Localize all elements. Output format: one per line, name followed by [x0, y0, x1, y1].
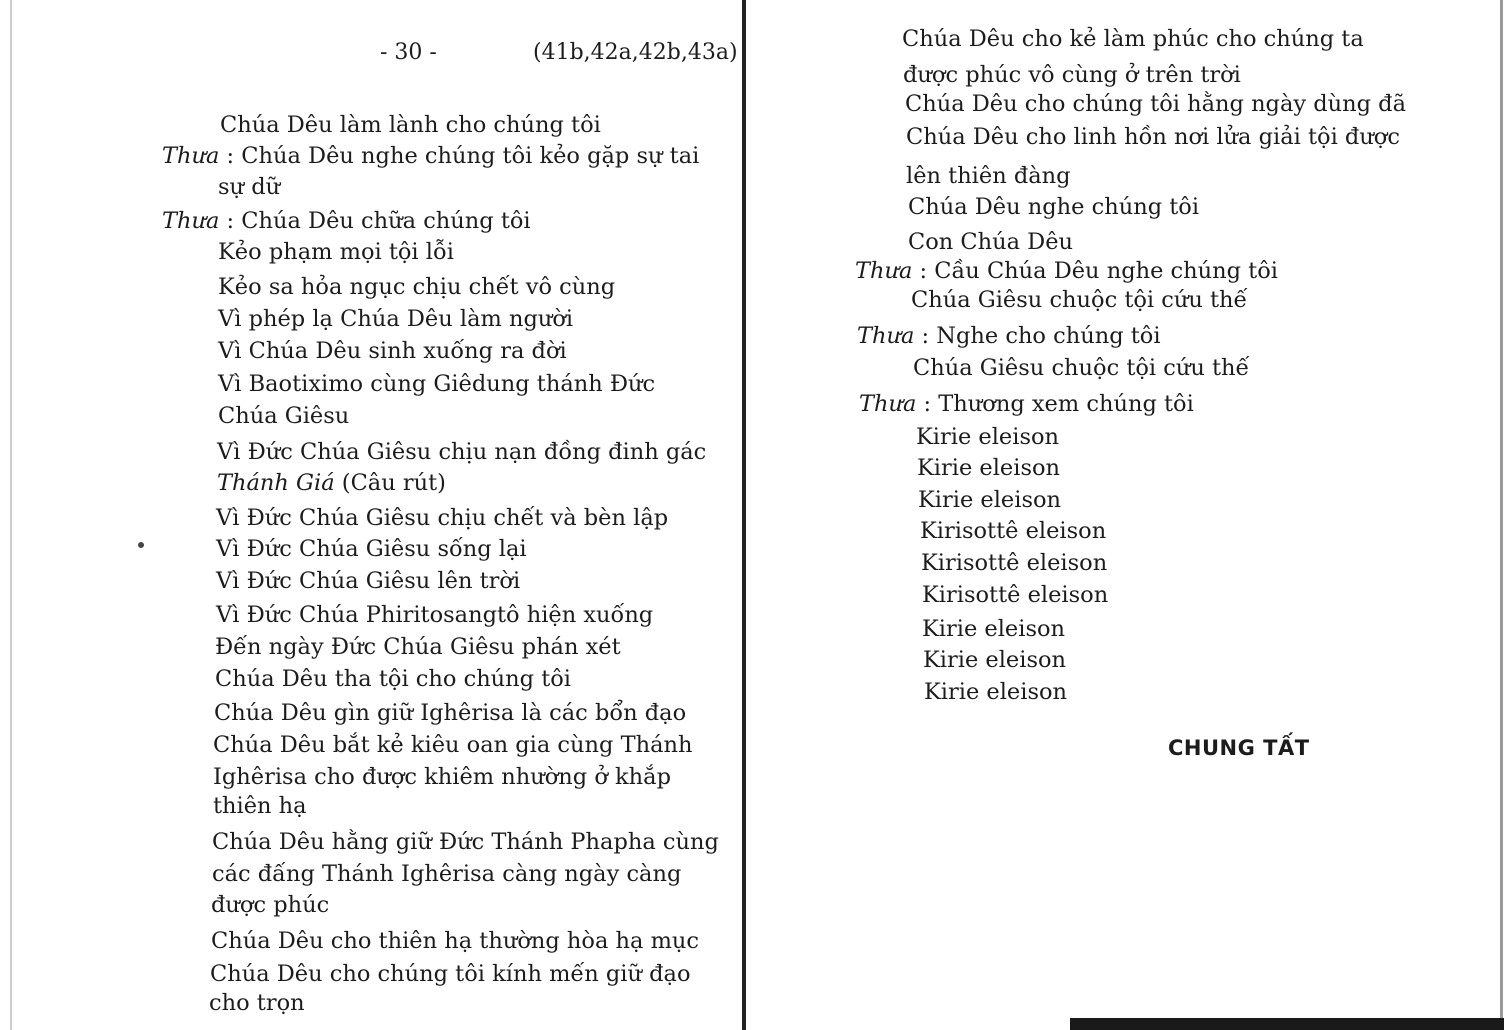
line-text: Kirie eleison: [917, 455, 1061, 481]
line-text: : Chúa Dêu chữa chúng tôi: [219, 208, 531, 234]
right-text-line: [859, 393, 1194, 416]
line-text: cho trọn: [209, 990, 305, 1016]
left-text-line: [210, 963, 691, 986]
line-text: : Chúa Dêu nghe chúng tôi kẻo gặp sự tai: [219, 143, 700, 169]
line-text: Vì Đức Chúa Giêsu chịu nạn đồng đinh gác: [217, 439, 707, 465]
left-text-line: [216, 538, 527, 561]
left-text-line: [218, 373, 655, 396]
line-text: được phúc: [211, 892, 330, 918]
left-text-line: [211, 894, 329, 917]
response-label: Thưa: [855, 258, 913, 284]
line-text: Chúa Giêsu chuộc tội cứu thế: [911, 287, 1248, 313]
line-text: Chúa Dêu bắt kẻ kiêu oan gia cùng Thánh: [213, 732, 693, 758]
left-text-line: [218, 308, 573, 331]
left-text-line: [216, 507, 668, 530]
right-page: [748, 0, 1504, 1030]
line-text: Đến ngày Đức Chúa Giêsu phán xét: [215, 634, 621, 660]
line-text: Ighêrisa cho được khiêm nhường ở khắp: [213, 764, 671, 790]
book-gutter: [742, 0, 746, 1030]
left-text-line: [212, 831, 719, 854]
line-text: Chúa Dêu gìn giữ Ighêrisa là các bổn đạo: [214, 700, 687, 726]
left-text-line: [218, 276, 615, 299]
line-text: được phúc vô cùng ở trên trời: [903, 62, 1241, 88]
line-text: Vì Đức Chúa Giêsu chịu chết và bèn lập: [216, 505, 669, 531]
response-label: Thánh Giá: [217, 470, 335, 496]
closing-title: CHUNG TẤT: [1168, 736, 1310, 760]
line-text: Kirisottê eleison: [921, 550, 1108, 576]
response-label: Thưa: [162, 143, 220, 169]
left-text-line: [217, 472, 446, 495]
left-text-line: [215, 668, 571, 691]
line-text: Kirie eleison: [916, 424, 1060, 450]
line-text: Vì Baotiximo cùng Giêdung thánh Đức: [218, 371, 656, 397]
left-text-line: [218, 405, 349, 428]
left-text-line: [213, 734, 692, 757]
line-text: Chúa Dêu hằng giữ Đức Thánh Phapha cùng: [212, 829, 719, 855]
response-label: Thưa: [162, 208, 220, 234]
line-text: Kirie eleison: [922, 616, 1066, 642]
right-text-line: [908, 231, 1073, 254]
line-text: Kirie eleison: [918, 487, 1062, 513]
line-text: : Cầu Chúa Dêu nghe chúng tôi: [912, 258, 1278, 284]
right-text-line: [913, 357, 1249, 380]
right-text-line: [857, 325, 1161, 348]
line-text: Chúa Dêu cho thiên hạ thường hòa hạ mục: [211, 928, 700, 954]
response-label: Thưa: [859, 391, 917, 417]
line-text: Chúa Dêu nghe chúng tôi: [908, 194, 1200, 220]
left-text-line: [216, 570, 520, 593]
right-text-line: [906, 126, 1400, 149]
folio-reference: (41b,42a,42b,43a): [533, 40, 738, 65]
right-text-line: [920, 520, 1106, 543]
left-text-line: [215, 636, 621, 659]
line-text: Chúa Dêu cho kẻ làm phúc cho chúng ta: [902, 26, 1364, 52]
line-text: Kẻo phạm mọi tội lỗi: [218, 239, 454, 265]
line-text: Chúa Dêu làm lành cho chúng tôi: [220, 112, 601, 138]
right-text-line: [917, 457, 1060, 480]
left-text-line: [211, 930, 699, 953]
right-text-line: [902, 28, 1364, 51]
left-text-line: [218, 340, 567, 363]
right-text-line: [906, 165, 1071, 188]
line-text: Vì Đức Chúa Giêsu sống lại: [216, 536, 527, 562]
right-text-line: [916, 426, 1059, 449]
right-text-line: [922, 584, 1108, 607]
left-text-line: [218, 241, 454, 264]
right-text-line: [922, 618, 1065, 641]
left-text-line: [209, 992, 305, 1015]
line-text: Vì Đức Chúa Phiritosangtô hiện xuống: [216, 602, 654, 628]
line-text: (Câu rút): [334, 470, 446, 496]
left-text-line: [214, 702, 686, 725]
left-text-line: [212, 863, 681, 886]
line-text: Chúa Giêsu: [218, 403, 350, 429]
line-text: Kẻo sa hỏa ngục chịu chết vô cùng: [218, 274, 616, 300]
right-text-line: [924, 681, 1067, 704]
left-text-line: [162, 210, 531, 233]
line-text: Chúa Dêu tha tội cho chúng tôi: [215, 666, 572, 692]
line-text: Chúa Dêu cho chúng tôi kính mến giữ đạo: [210, 961, 691, 987]
line-text: Vì Chúa Dêu sinh xuống ra đời: [218, 338, 567, 364]
left-text-line: [220, 114, 601, 137]
line-text: các đấng Thánh Ighêrisa càng ngày càng: [212, 861, 682, 887]
line-text: Kirisottê eleison: [920, 518, 1107, 544]
left-text-line: [213, 766, 671, 789]
page-edge-shadow-right: [1500, 0, 1503, 1030]
line-text: Con Chúa Dêu: [908, 229, 1074, 255]
left-text-line: [216, 604, 653, 627]
right-text-line: [855, 260, 1278, 283]
right-text-line: [911, 289, 1247, 312]
line-text: Chúa Dêu cho chúng tôi hằng ngày dùng đã: [905, 91, 1406, 117]
left-text-line: [213, 795, 307, 818]
left-text-line: [162, 145, 699, 168]
ink-dot: [138, 542, 144, 548]
line-text: thiên hạ: [213, 793, 307, 819]
line-text: Kirisottê eleison: [922, 582, 1109, 608]
line-text: Chúa Dêu cho linh hồn nơi lửa giải tội được: [906, 124, 1400, 150]
line-text: Chúa Giêsu chuộc tội cứu thế: [913, 355, 1250, 381]
line-text: Kirie eleison: [924, 679, 1068, 705]
left-page: [0, 0, 744, 1030]
page-number: - 30 -: [380, 40, 437, 65]
line-text: lên thiên đàng: [906, 163, 1071, 189]
line-text: : Thương xem chúng tôi: [916, 391, 1194, 417]
line-text: Vì phép lạ Chúa Dêu làm người: [218, 306, 574, 332]
line-text: : Nghe cho chúng tôi: [914, 323, 1161, 349]
line-text: Vì Đức Chúa Giêsu lên trời: [216, 568, 521, 594]
right-text-line: [921, 552, 1107, 575]
line-text: Kirie eleison: [923, 647, 1067, 673]
line-text: sự dữ: [218, 174, 281, 200]
left-text-line: [218, 176, 280, 199]
right-text-line: [903, 64, 1241, 87]
scan-border-band: [1070, 1018, 1504, 1030]
right-text-line: [905, 93, 1406, 116]
right-text-line: [918, 489, 1061, 512]
right-text-line: [908, 196, 1199, 219]
right-text-line: [923, 649, 1066, 672]
left-text-line: [217, 441, 706, 464]
response-label: Thưa: [857, 323, 915, 349]
